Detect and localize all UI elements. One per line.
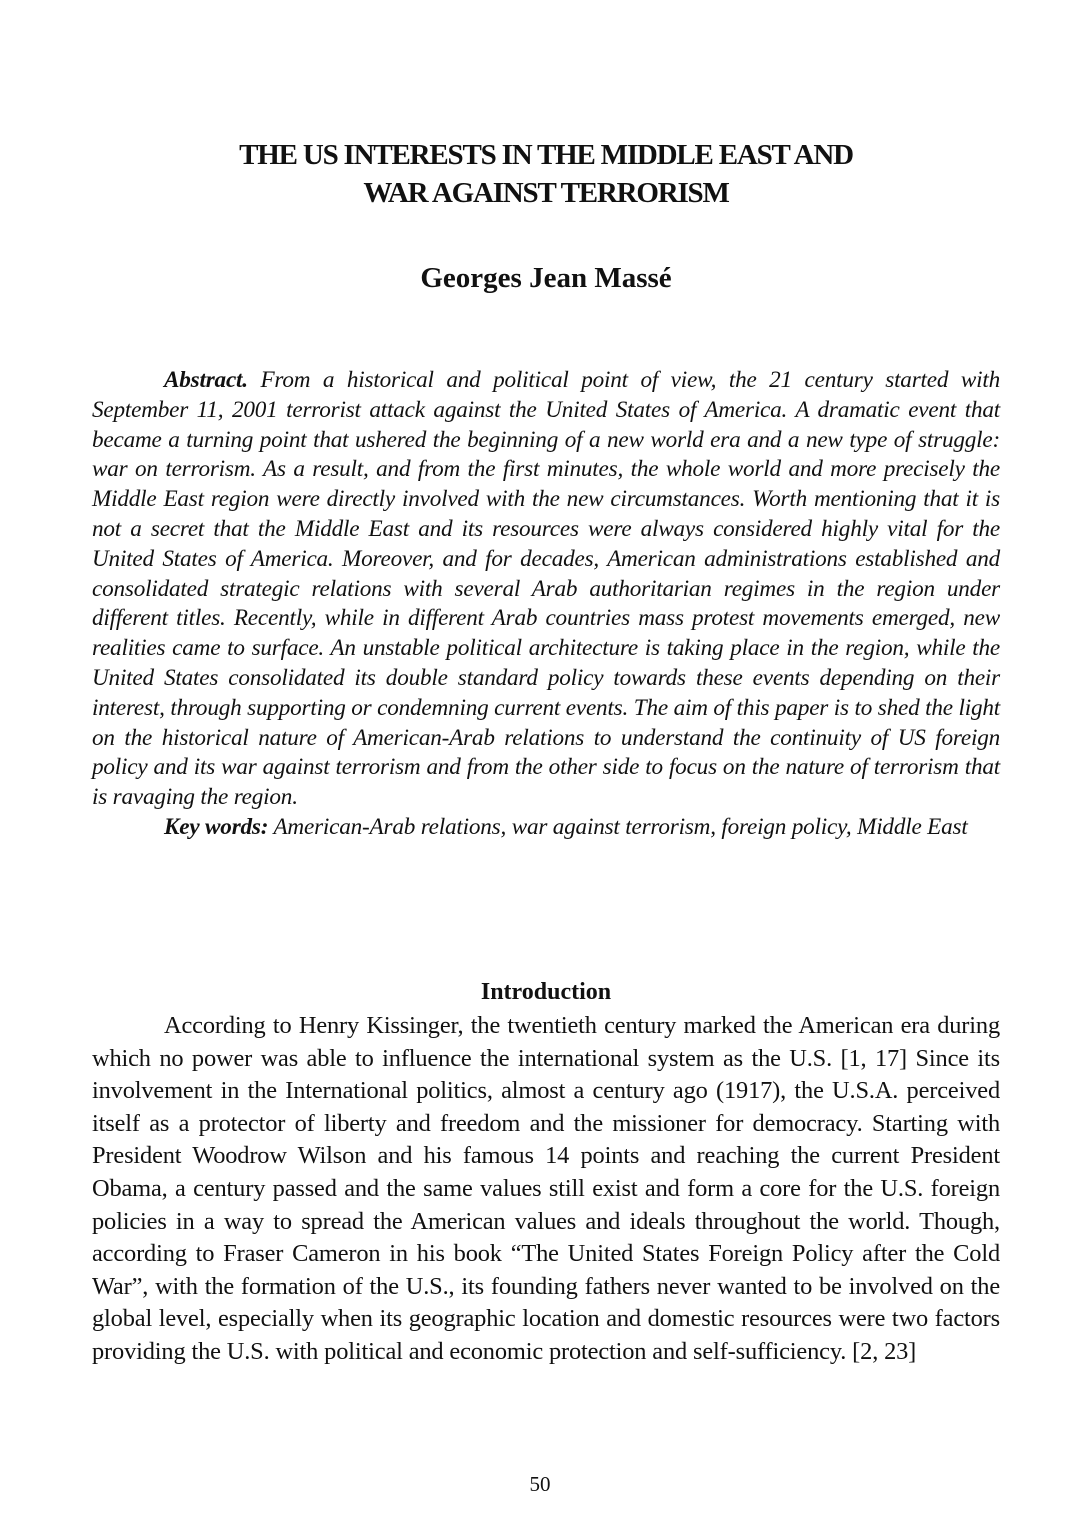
abstract-text: From a historical and political point of view, the 21 century started with September 11, 2001 terrorist attack against the United States of America. A dramatic event that became a turning point that ushered the beginning of a new world era and a new type of struggle: war on terrorism. As a result, and from the first minutes, the whole world and more precisely the Middle East region were directly involved with the new circumstances. Worth mentioning that it is not a secret that the Middle East and its resources were always considered highly vital for the United States of America. Moreover, and for decades, American administrations established and consolidated strategic relations with several Arab authoritarian regimes in the region under different titles. Recently, while in different Arab countries mass protest movements emerged, new realities came to surface. An unstable political architecture is taking place in the region, while the United States consolidated its double standard policy towards these events depending on their interest, through supporting or condemning current events. The aim of this paper is to shed the light on the historical nature of American-Arab relations to understand the continuity of US foreign policy and its war against terrorism and from the other side to focus on the nature of terrorism that is ravaging the region. xyxy=(92,367,1000,811)
page-number: 50 xyxy=(529,1472,551,1496)
paper-title-line-2: WAR AGAINST TERRORISM xyxy=(363,177,729,209)
keywords-label: Key words: xyxy=(164,813,269,840)
abstract-block xyxy=(92,366,1000,843)
abstract-paragraph xyxy=(92,366,1000,813)
introduction-paragraph: According to Henry Kissinger, the twentieth century marked the American era during which no power was able to influence the international system as the U.S. [1, 17] Since its involvement in the International politics, almost a century ago (1917), the U.S.A. perceived itself as a protector of liberty and freedom and the missioner for democracy. Starting with President Woodrow Wilson and his famous 14 points and reaching the current President Obama, a century passed and the same values still exist and form a core for the U.S. foreign policies in a way to spread the American values and ideals throughout the world. Though, according to Fraser Cameron in his book “The United States Foreign Policy after the Cold War”, with the formation of the U.S., its founding fathers never wanted to be involved on the global level, especially when its geographic location and domestic resources were two factors providing the U.S. with political and economic protection and self-sufficiency. [2, 23] xyxy=(92,1012,1000,1365)
abstract-label: Abstract. xyxy=(164,367,248,393)
paper-title-line-1: THE US INTERESTS IN THE MIDDLE EAST AND xyxy=(239,139,853,171)
author-name: Georges Jean Massé xyxy=(420,262,672,294)
keywords-text: American-Arab relations, war against terrorism, foreign policy, Middle East xyxy=(273,813,968,840)
introduction-heading: Introduction xyxy=(480,979,612,1005)
keywords-paragraph xyxy=(92,813,1000,843)
paper-title xyxy=(92,136,1000,212)
